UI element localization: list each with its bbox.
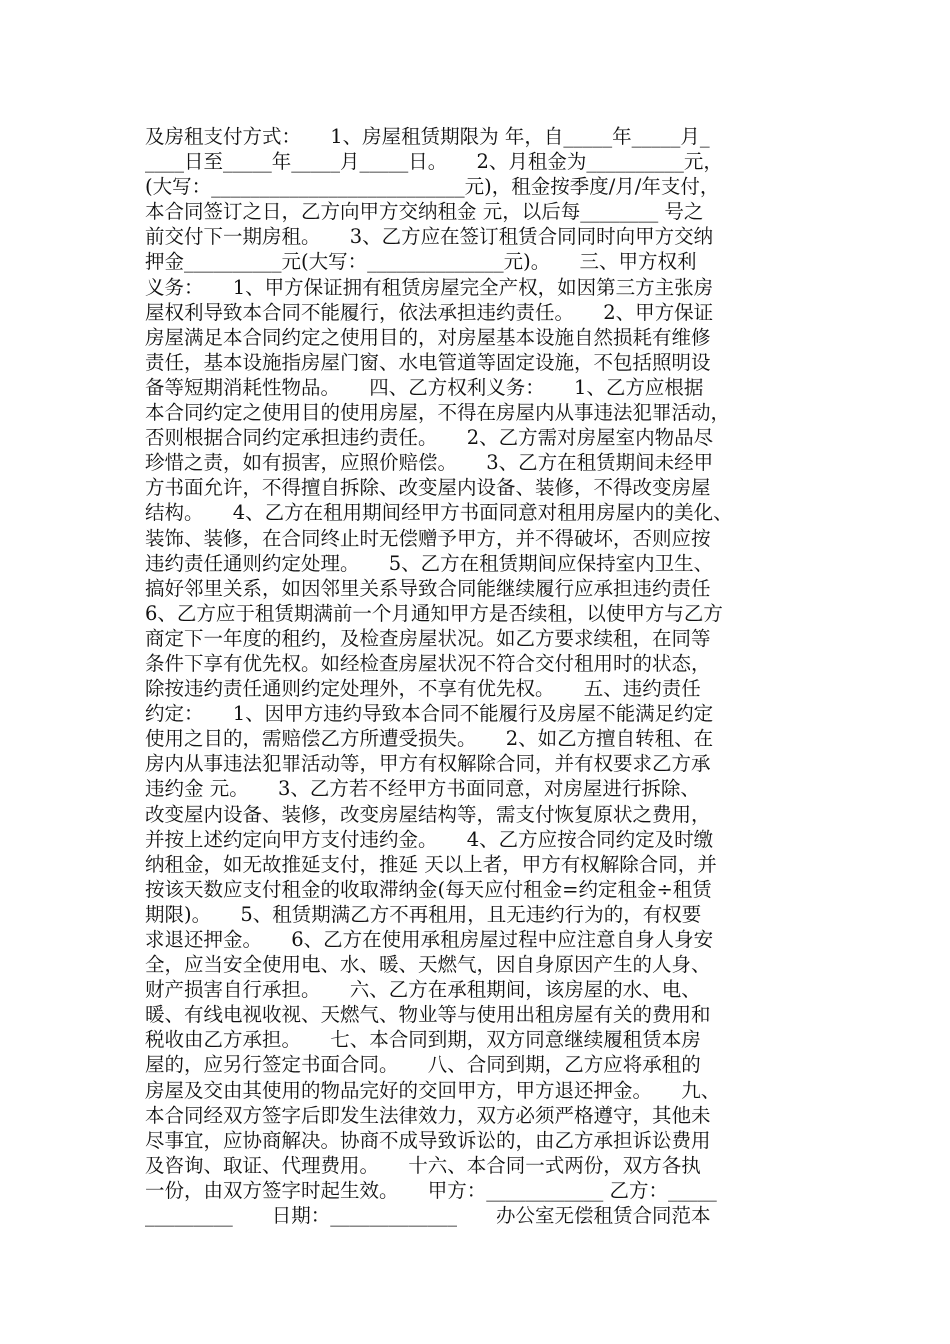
text-line: 及房租支付方式： 1、房屋租赁期限为 年，自_____年_____月_ — [145, 125, 710, 148]
text-line: 违约金 元。 3、乙方若不经甲方书面同意，对房屋进行拆除、 — [145, 777, 700, 801]
text-line: 押金__________元(大写：______________元)。 三、甲方权利 — [145, 250, 697, 274]
text-line: 商定下一年度的租约，及检查房屋状况。如乙方要求续租，在同等 — [145, 626, 711, 650]
text-line: 及咨询、取证、代理费用。 十六、本合同一式两份，双方各执 — [145, 1153, 701, 1177]
text-line: 房屋满足本合同约定之使用目的，对房屋基本设施自然损耗有维修 — [145, 325, 711, 349]
text-line: 使用之目的，需赔偿乙方所遭受损失。 2、如乙方擅自转租、在 — [145, 727, 714, 751]
text-line: 责任，基本设施指房屋门窗、水电管道等固定设施，不包括照明设 — [145, 350, 711, 374]
text-line: 珍惜之责，如有损害，应照价赔偿。 3、乙方在租赁期间未经甲 — [145, 451, 714, 475]
text-line: 纳租金，如无故推延支付，推延 天以上者，甲方有权解除合同，并 — [145, 852, 717, 876]
text-line: 屋的，应另行签定书面合同。 八、合同到期，乙方应将承租的 — [145, 1053, 701, 1077]
text-line: 装饰、装修，在合同终止时无偿赠予甲方，并不得破坏，否则应按 — [145, 526, 711, 550]
text-line: 前交付下一期房租。 3、乙方应在签订租赁合同同时向甲方交纳 — [145, 225, 714, 249]
text-line: 违约责任通则约定处理。 5、乙方在租赁期间应保持室内卫生、 — [145, 551, 714, 575]
text-line: 期限)。 5、租赁期满乙方不再租用，且无违约行为的，有权要 — [145, 902, 702, 926]
text-line: 改变屋内设备、装修，改变房屋结构等，需支付恢复原状之费用， — [145, 802, 711, 826]
text-line: 屋权利导致本合同不能履行，依法承担违约责任。 2、甲方保证 — [145, 300, 714, 324]
text-line: ____日至_____年_____月_____日。 2、月租金为__________元， — [145, 150, 723, 174]
text-line: 房内从事违法犯罪活动等，甲方有权解除合同，并有权要求乙方承 — [145, 752, 711, 776]
text-line: 搞好邻里关系，如因邻里关系导致合同能继续履行应承担违约责任 — [145, 576, 711, 600]
text-line: _________ 日期：_____________ 办公室无偿租赁合同范本 — [145, 1204, 711, 1228]
text-line: 房屋及交由其使用的物品完好的交回甲方，甲方退还押金。 九、 — [145, 1078, 721, 1102]
text-line: 否则根据合同约定承担违约责任。 2、乙方需对房屋室内物品尽 — [145, 426, 714, 450]
text-line: 本合同经双方签字后即发生法律效力，双方必须严格遵守，其他未 — [145, 1103, 711, 1127]
text-line: 本合同约定之使用目的使用房屋，不得在房屋内从事违法犯罪活动， — [145, 401, 731, 425]
text-line: 财产损害自行承担。 六、乙方在承租期间，该房屋的水、电、 — [145, 978, 701, 1002]
text-line: (大写：__________________________元)，租金按季度/月/年支付， — [145, 175, 720, 199]
text-line: 税收由乙方承担。 七、本合同到期，双方同意继续履租赁本房 — [145, 1028, 701, 1052]
text-line: 全，应当安全使用电、水、暖、天燃气，因自身原因产生的人身、 — [145, 953, 711, 977]
text-line: 除按违约责任通则约定处理外，不享有优先权。 五、违约责任 — [145, 677, 701, 701]
text-line: 备等短期消耗性物品。 四、乙方权利义务： 1、乙方应根据 — [145, 375, 704, 399]
text-line: 暖、有线电视收视、天燃气、物业等与使用出租房屋有关的费用和 — [145, 1003, 711, 1027]
text-line: 条件下享有优先权。如经检查房屋状况不符合交付租用时的状态， — [145, 651, 711, 675]
text-line: 6、乙方应于租赁期满前一个月通知甲方是否续租，以使甲方与乙方 — [145, 601, 723, 625]
text-line: 尽事宜，应协商解决。协商不成导致诉讼的，由乙方承担诉讼费用 — [145, 1128, 711, 1152]
text-line: 按该天数应支付租金的收取滞纳金(每天应付租金=约定租金÷租赁 — [145, 877, 712, 901]
text-line: 本合同签订之日，乙方向甲方交纳租金 元，以后每________ 号之 — [145, 200, 704, 224]
contract-body-text — [145, 124, 810, 1228]
text-line: 义务： 1、甲方保证拥有租赁房屋完全产权，如因第三方主张房 — [145, 275, 714, 299]
text-line: 求退还押金。 6、乙方在使用承租房屋过程中应注意自身人身安 — [145, 928, 714, 951]
text-line: 一份，由双方签字时起生效。 甲方：____________ 乙方：_____ — [145, 1178, 717, 1202]
text-line: 约定： 1、因甲方违约导致本合同不能履行及房屋不能满足约定 — [145, 702, 714, 726]
text-line: 并按上述约定向甲方支付违约金。 4、乙方应按合同约定及时缴 — [145, 827, 714, 851]
text-line: 结构。 4、乙方在租用期间经甲方书面同意对租用房屋内的美化、 — [145, 501, 733, 525]
text-line: 方书面允许，不得擅自拆除、改变屋内设备、装修，不得改变房屋 — [145, 476, 711, 500]
